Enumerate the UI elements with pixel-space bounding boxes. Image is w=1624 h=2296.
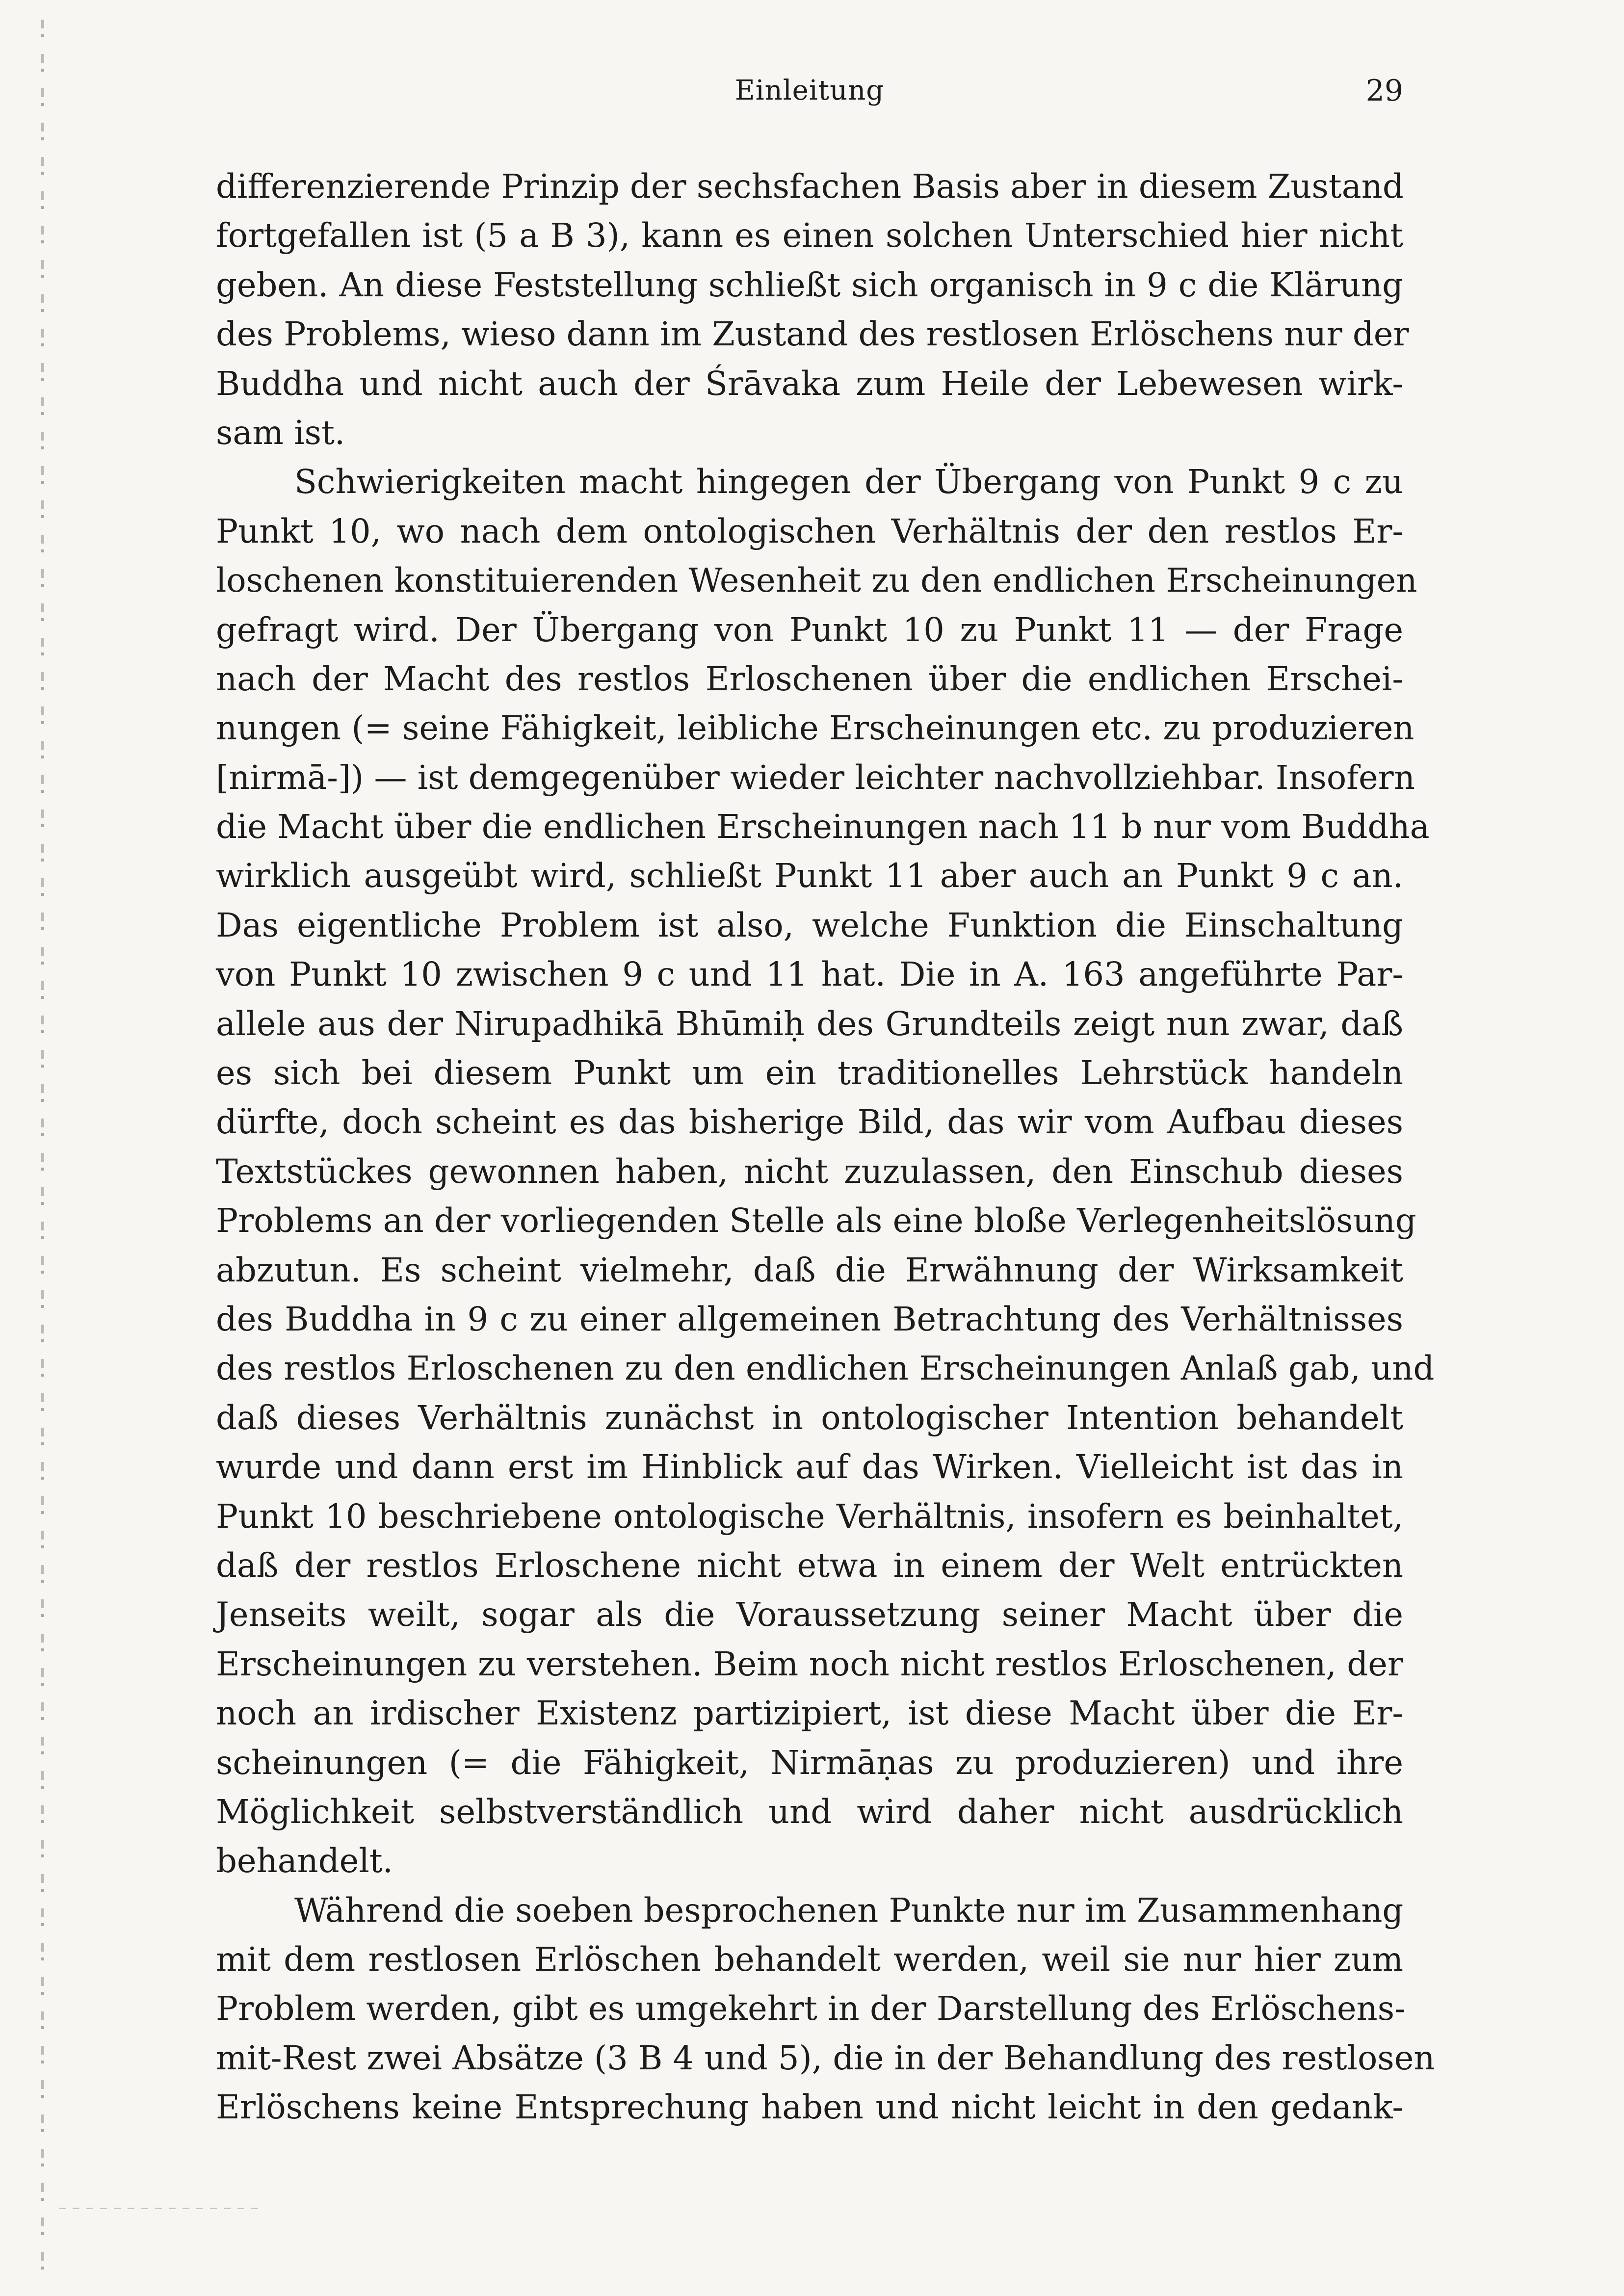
- text-line: Punkt 10, wo nach dem ontologischen Verhältnis der den restlos Er-: [216, 512, 1403, 550]
- text-line: [nirmā-]) — ist demgegenüber wieder leichter nachvollziehbar. Insofern: [216, 758, 1415, 797]
- page-number: 29: [1365, 74, 1403, 108]
- text-line: von Punkt 10 zwischen 9 c und 11 hat. Die in A. 163 angeführte Par-: [216, 955, 1403, 994]
- text-line: Punkt 10 beschriebene ontologische Verhältnis, insofern es beinhaltet,: [216, 1497, 1403, 1536]
- text-line: Schwierigkeiten macht hingegen der Übergang von Punkt 9 c zu: [294, 463, 1403, 501]
- text-line: wirklich ausgeübt wird, schließt Punkt 11 aber auch an Punkt 9 c an.: [216, 857, 1403, 895]
- text-line: daß der restlos Erloschene nicht etwa in einem der Welt entrückten: [216, 1546, 1403, 1585]
- header-title: Einleitung: [734, 75, 885, 106]
- text-line: Jenseits weilt, sogar als die Voraussetzung seiner Macht über die: [216, 1595, 1403, 1634]
- text-line: Erscheinungen zu verstehen. Beim noch nicht restlos Erloschenen, der: [216, 1644, 1403, 1683]
- binding-edge: [41, 20, 44, 2276]
- text-line: differenzierende Prinzip der sechsfachen Basis aber in diesem Zustand: [216, 167, 1404, 206]
- running-header: [216, 69, 1403, 113]
- text-line: behandelt.: [216, 1842, 393, 1880]
- text-line: Erlöschens keine Entsprechung haben und nicht leicht in den gedank-: [216, 2088, 1403, 2127]
- text-line: geben. An diese Feststellung schließt sich organisch in 9 c die Klärung: [216, 265, 1403, 304]
- text-line: allele aus der Nirupadhikā Bhūmiḥ des Grundteils zeigt nun zwar, daß: [216, 1004, 1403, 1043]
- text-line: des restlos Erloschenen zu den endlichen Erscheinungen Anlaß gab, und: [216, 1349, 1435, 1388]
- text-line: die Macht über die endlichen Erscheinungen nach 11 b nur vom Buddha: [216, 808, 1430, 846]
- text-line: abzutun. Es scheint vielmehr, daß die Erwähnung der Wirksamkeit: [216, 1251, 1403, 1289]
- text-line: fortgefallen ist (5 a B 3), kann es einen solchen Unterschied hier nicht: [216, 216, 1403, 255]
- text-line: loschenen konstituierenden Wesenheit zu den endlichen Erscheinungen: [216, 561, 1417, 600]
- scan-artifact-rule: [59, 2208, 265, 2209]
- text-line: noch an irdischer Existenz partizipiert, ist diese Macht über die Er-: [216, 1694, 1403, 1733]
- text-line: Textstückes gewonnen haben, nicht zuzulassen, den Einschub dieses: [216, 1152, 1403, 1191]
- text-line: daß dieses Verhältnis zunächst in ontologischer Intention behandelt: [216, 1398, 1403, 1437]
- text-line: Während die soeben besprochenen Punkte nur im Zusammenhang: [294, 1891, 1404, 1930]
- text-line: wurde und dann erst im Hinblick auf das Wirken. Vielleicht ist das in: [216, 1448, 1403, 1487]
- text-line: des Problems, wieso dann im Zustand des restlosen Erlöschens nur der: [216, 315, 1409, 354]
- text-line: mit-Rest zwei Absätze (3 B 4 und 5), die in der Behandlung des restlosen: [216, 2038, 1435, 2077]
- text-line: Möglichkeit selbstverständlich und wird daher nicht ausdrücklich: [216, 1792, 1403, 1831]
- text-line: Buddha und nicht auch der Śrāvaka zum Heile der Lebewesen wirk-: [216, 364, 1403, 403]
- text-line: gefragt wird. Der Übergang von Punkt 10 zu Punkt 11 — der Frage: [216, 610, 1403, 649]
- text-line: dürfte, doch scheint es das bisherige Bild, das wir vom Aufbau dieses: [216, 1103, 1403, 1142]
- text-line: scheinungen (= die Fähigkeit, Nirmāṇas zu produzieren) und ihre: [216, 1743, 1403, 1782]
- text-line: mit dem restlosen Erlöschen behandelt werden, weil sie nur hier zum: [216, 1940, 1403, 1979]
- text-line: es sich bei diesem Punkt um ein traditionelles Lehrstück handeln: [216, 1054, 1403, 1093]
- text-line: Problem werden, gibt es umgekehrt in der Darstellung des Erlöschens-: [216, 1989, 1406, 2028]
- text-line: des Buddha in 9 c zu einer allgemeinen Betrachtung des Verhältnisses: [216, 1300, 1403, 1338]
- text-line: sam ist.: [216, 413, 345, 452]
- text-line: nungen (= seine Fähigkeit, leibliche Erscheinungen etc. zu produzieren: [216, 709, 1414, 748]
- text-line: Problems an der vorliegenden Stelle als eine bloße Verlegenheitslösung: [216, 1201, 1416, 1240]
- body-text: [216, 162, 1435, 2132]
- text-line: Das eigentliche Problem ist also, welche Funktion die Einschaltung: [216, 906, 1403, 944]
- text-line: nach der Macht des restlos Erloschenen über die endlichen Erschei-: [216, 659, 1403, 698]
